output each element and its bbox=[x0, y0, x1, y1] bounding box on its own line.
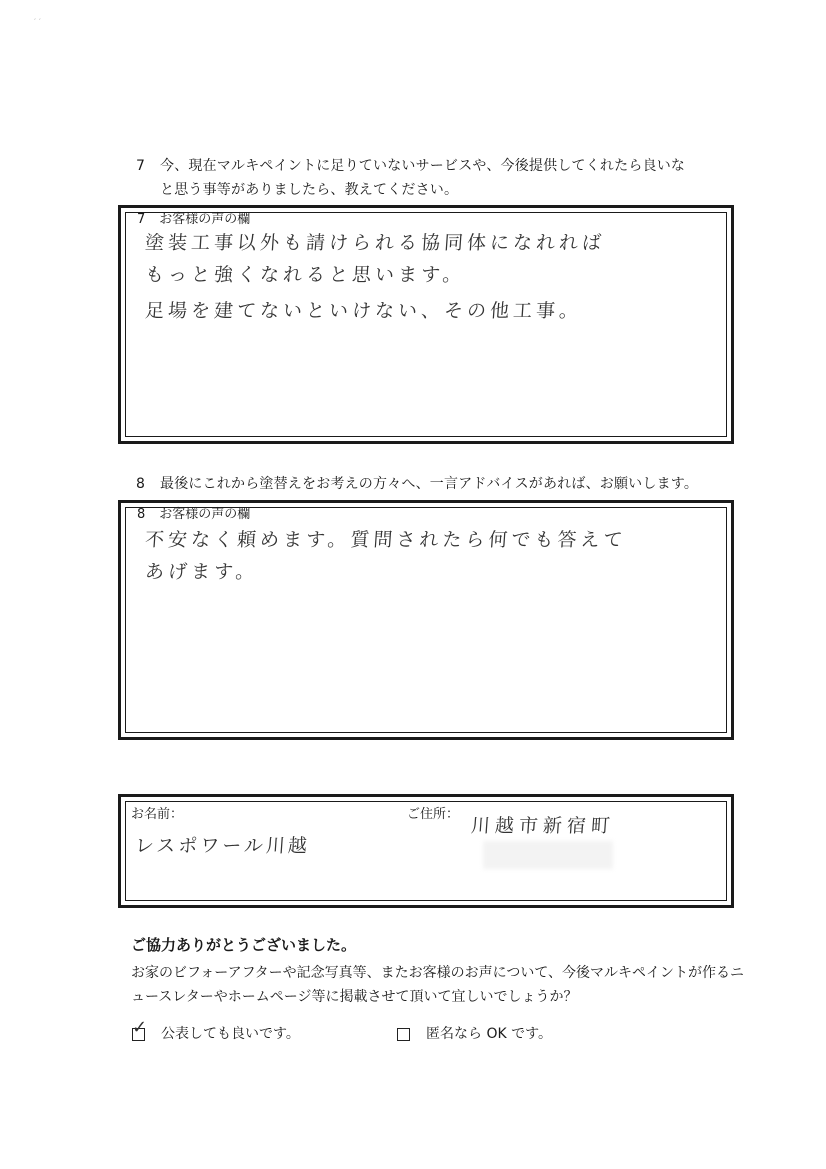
answer-box-8-number: 8 bbox=[137, 507, 146, 522]
question-7-text-line1: 今、現在マルキペイントに足りていないサービスや、今後提供してくれたら良いな bbox=[160, 158, 686, 174]
answer-box-8-label-text: お客様の声の欄 bbox=[159, 507, 251, 522]
anonymous-checkbox[interactable] bbox=[397, 1028, 410, 1041]
publish-checkbox[interactable] bbox=[132, 1016, 148, 1041]
anonymous-option[interactable] bbox=[397, 1024, 552, 1044]
thanks-message: ご協力ありがとうございました。 bbox=[131, 936, 357, 954]
redacted-address-area bbox=[483, 841, 613, 869]
contact-box bbox=[118, 794, 734, 908]
handwritten-name: レスポワール川越 bbox=[134, 835, 311, 857]
publication-consent-question: お家のビフォーアフターや記念写真等、またお客様のお声について、今後マルキペイントが作るニュースレターやホームページ等に掲載させて頂いて宜しいでしょうか？ bbox=[131, 965, 745, 1005]
handwritten-answer-8-line1: 不安なく頼めます。質問されたら何でも答えて bbox=[144, 529, 628, 551]
address-label: ご住所： bbox=[407, 807, 460, 822]
publish-option[interactable] bbox=[132, 1016, 300, 1044]
answer-box-8-label bbox=[137, 507, 250, 523]
handwritten-answer-7-line2: もっと強くなれると思います。 bbox=[144, 264, 467, 286]
name-label: お名前： bbox=[131, 807, 184, 822]
answer-box-7-label bbox=[137, 212, 250, 228]
question-7-number: 7 bbox=[136, 158, 146, 174]
handwritten-answer-7-line3: 足場を建てないといけない、その他工事。 bbox=[144, 300, 583, 322]
anonymous-option-label: 匿名なら OK です。 bbox=[426, 1026, 552, 1042]
publish-option-label: 公表しても良いです。 bbox=[161, 1026, 300, 1042]
handwritten-answer-7-line1: 塗装工事以外も請けられる協同体になれれば bbox=[144, 232, 606, 254]
answer-box-7 bbox=[118, 205, 734, 444]
question-7 bbox=[136, 154, 736, 202]
question-8-text: 最後にこれから塗替えをお考えの方々へ、一言アドバイスがあれば、お願いします。 bbox=[160, 476, 699, 492]
question-8-number: 8 bbox=[136, 476, 146, 492]
answer-box-7-label-text: お客様の声の欄 bbox=[159, 212, 251, 227]
question-7-text-line2: と思う事等がありましたら、教えてください。 bbox=[160, 182, 459, 198]
handwritten-address: 川越市新宿町 bbox=[470, 815, 616, 837]
scan-corner-mark: ′ ′ bbox=[34, 18, 41, 28]
handwritten-answer-8-line2: あげます。 bbox=[144, 561, 260, 583]
check-mark-icon: ✓ bbox=[132, 1016, 148, 1038]
answer-box-8 bbox=[118, 500, 734, 740]
question-8 bbox=[136, 472, 736, 496]
answer-box-7-number: 7 bbox=[137, 212, 146, 227]
